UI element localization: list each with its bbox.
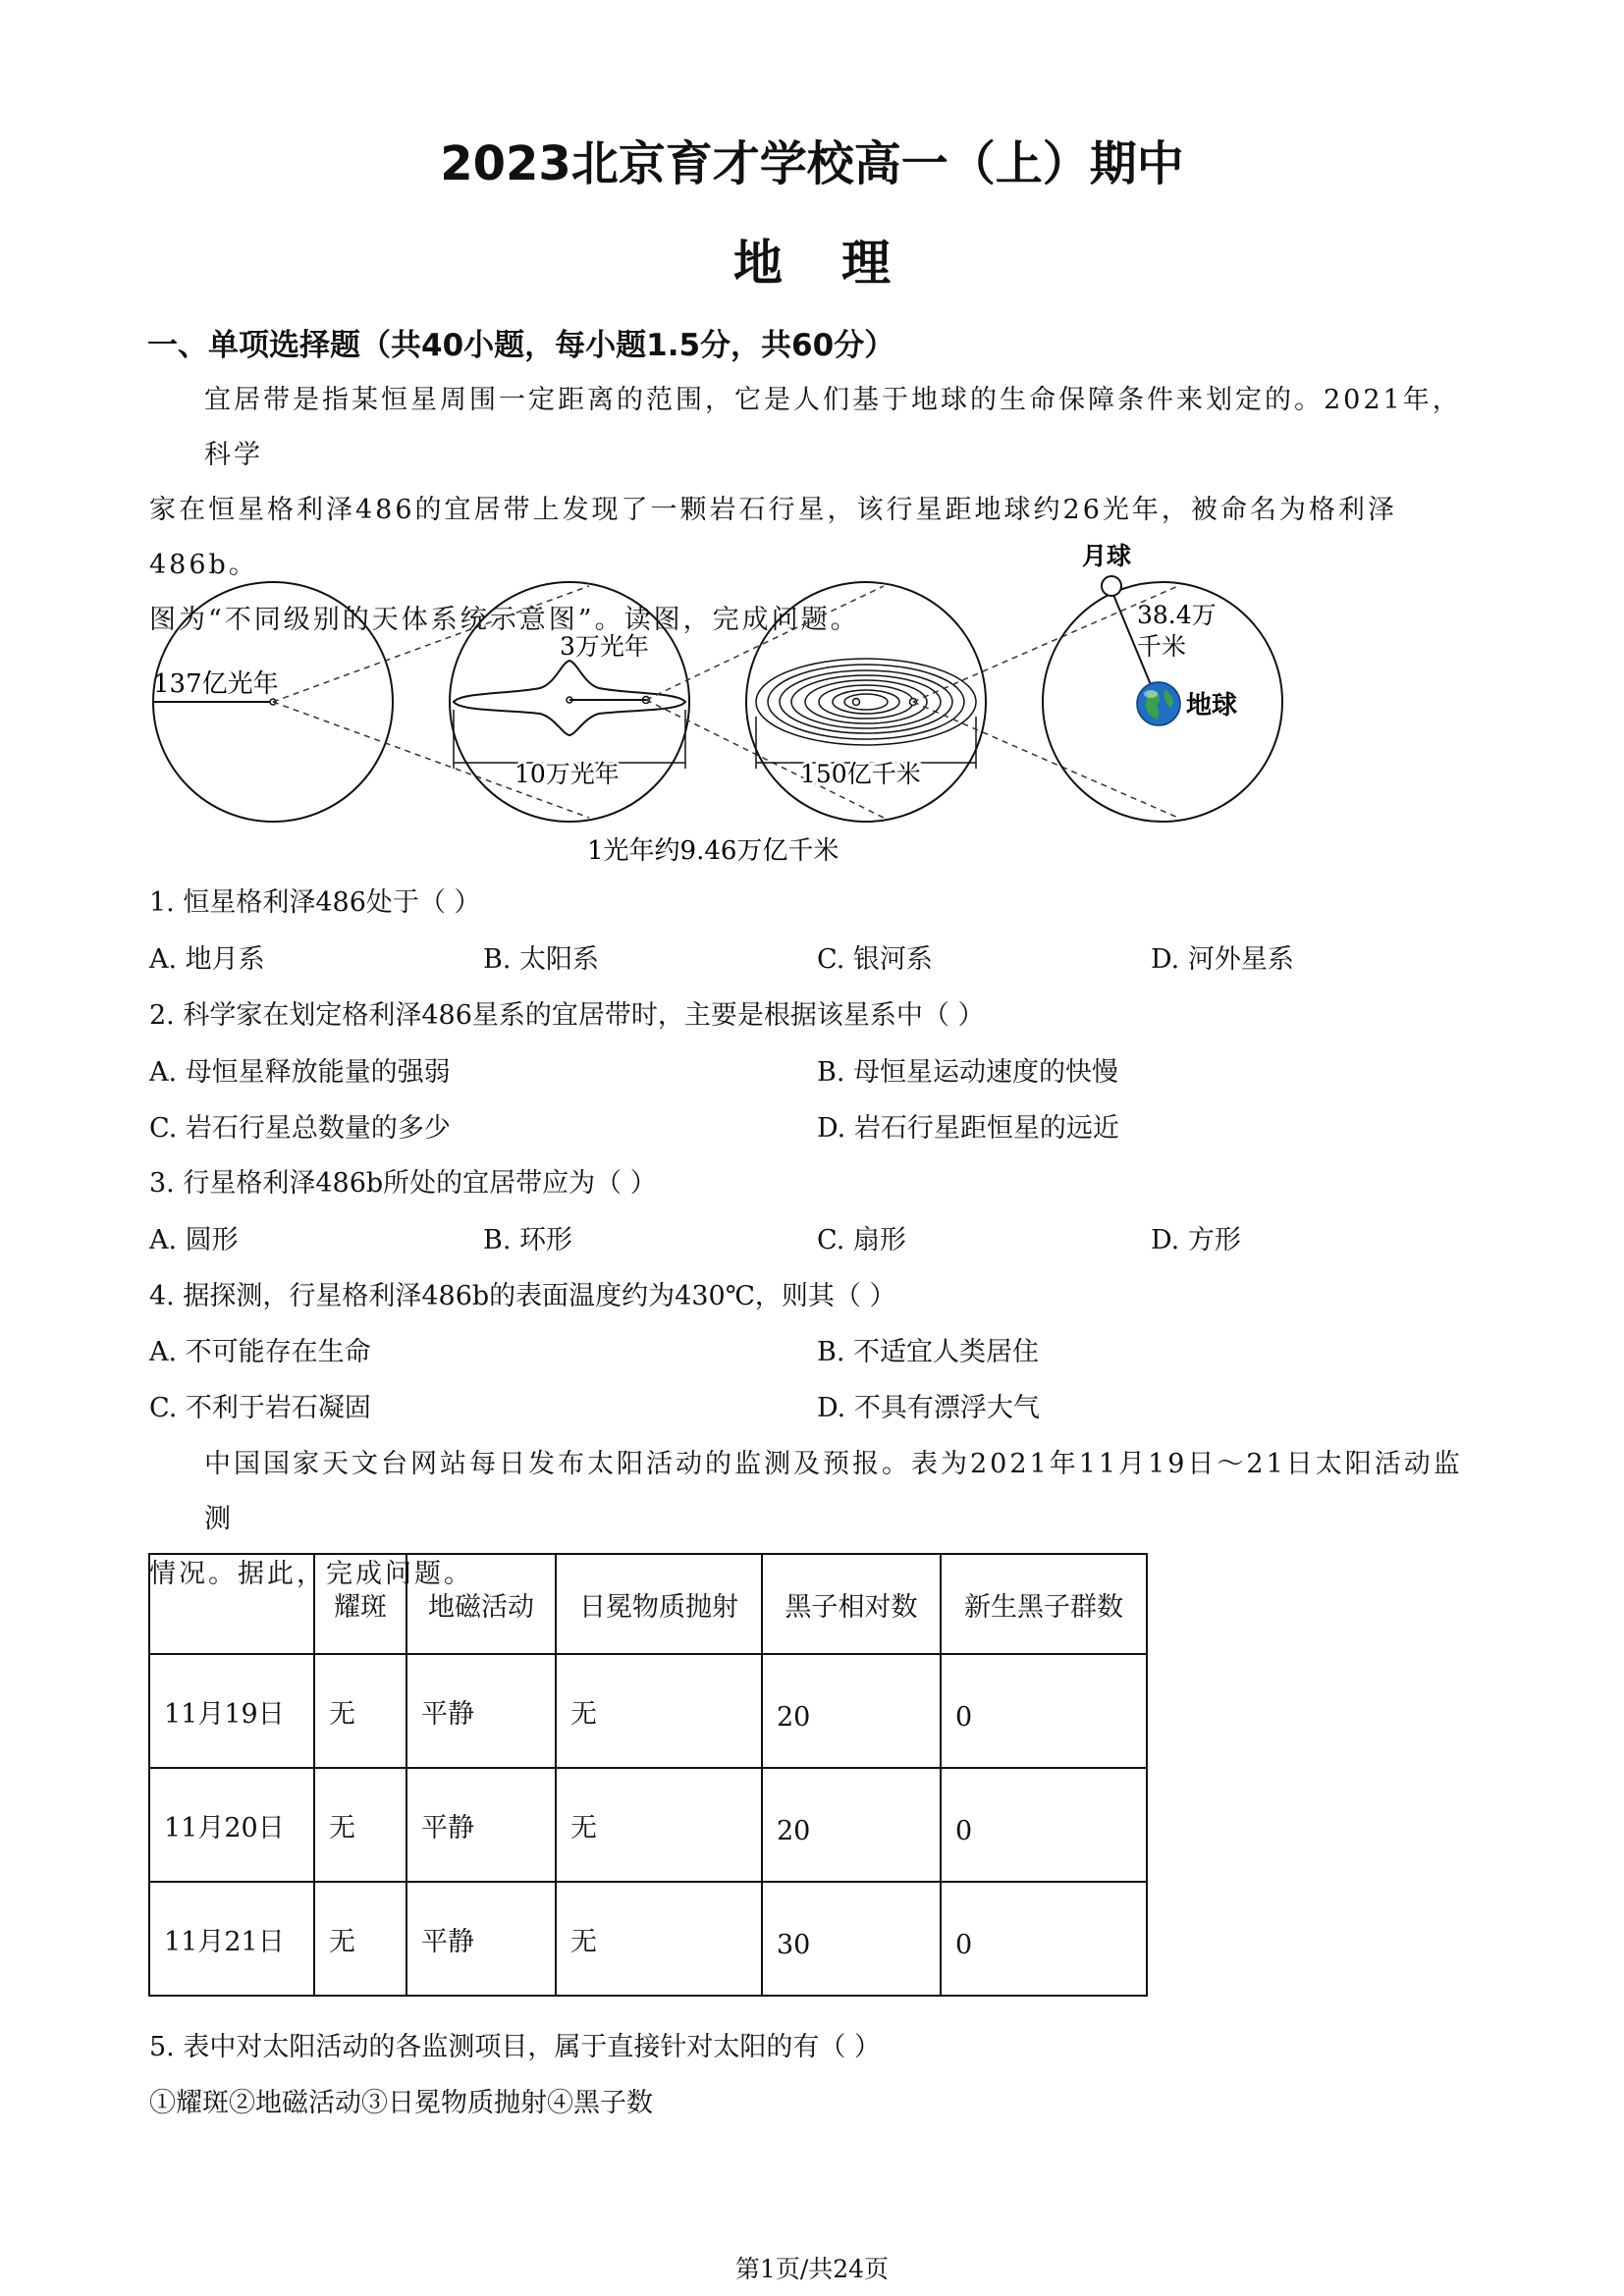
table-cell: 20	[762, 1768, 941, 1882]
orbit	[791, 675, 941, 728]
question-3-option-a[interactable]: A. 圆形	[149, 1225, 239, 1255]
question-2-option-d[interactable]: D. 岩石行星距恒星的远近	[817, 1113, 1119, 1144]
connector-line	[273, 586, 589, 702]
galaxy-width-label: 10万光年	[514, 760, 620, 788]
page-number: 第1页/共24页	[734, 2255, 890, 2283]
table-cell: 0	[941, 1768, 1147, 1882]
table-cell: 平静	[406, 1768, 556, 1882]
connector-line	[913, 702, 1178, 818]
table-header-cell: 地磁活动	[406, 1554, 556, 1654]
question-1-option-d[interactable]: D. 河外星系	[1151, 944, 1294, 975]
question-4-stem: 4. 据探测，行星格利泽486b的表面温度约为430℃，则其（ ）	[149, 1281, 896, 1311]
figure-caption: 1光年约9.46万亿千米	[587, 836, 839, 866]
table-header-row	[149, 1554, 1147, 1654]
universe-radius-label: 137亿光年	[153, 669, 279, 699]
question-4-option-d[interactable]: D. 不具有漂浮大气	[817, 1393, 1040, 1423]
question-5-items: ①耀斑②地磁活动③日冕物质抛射④黑子数	[149, 2088, 653, 2118]
earth-label: 地球	[1186, 691, 1238, 721]
table-cell: 0	[941, 1882, 1147, 1996]
question-4-option-c[interactable]: C. 不利于岩石凝固	[149, 1393, 371, 1423]
question-4-option-b[interactable]: B. 不适宜人类居住	[817, 1337, 1040, 1367]
table-cell: 无	[556, 1768, 762, 1882]
table-cell: 平静	[406, 1882, 556, 1996]
question-3-option-d[interactable]: D. 方形	[1151, 1225, 1241, 1255]
subject-title: 地理	[733, 235, 949, 292]
passage-1-line-3: 图为“不同级别的天体系统示意图”。读图，完成问题。	[149, 605, 860, 635]
solar-activity-table	[148, 1553, 1148, 1997]
question-3-stem: 3. 行星格利泽486b所处的宜居带应为（ ）	[149, 1168, 657, 1199]
table-row	[149, 1882, 1147, 1996]
passage-2-line-2: 情况。据此，完成问题。	[149, 1559, 473, 1589]
question-2-option-b[interactable]: B. 母恒星运动速度的快慢	[817, 1057, 1119, 1088]
table-row	[149, 1654, 1147, 1768]
table-cell: 无	[314, 1768, 406, 1882]
table-cell: 无	[314, 1882, 406, 1996]
table-row	[149, 1768, 1147, 1882]
distance-unit-label: 千米	[1137, 632, 1187, 661]
passage-1-line-2: 家在恒星格利泽486的宜居带上发现了一颗岩石行星，该行星距地球约26光年，被命名为格利泽486b。	[149, 495, 1397, 580]
table-header-cell: 黑子相对数	[762, 1554, 941, 1654]
section-heading: 一、单项选择题（共40小题，每小题1.5分，共60分）	[147, 328, 895, 363]
question-2-option-c[interactable]: C. 岩石行星总数量的多少	[149, 1113, 451, 1144]
table-cell: 平静	[406, 1654, 556, 1768]
table-header-cell: 耀斑	[314, 1554, 406, 1654]
moon-icon	[1102, 576, 1121, 596]
question-1-option-c[interactable]: C. 银河系	[817, 944, 933, 975]
celestial-systems-figure	[137, 535, 1296, 874]
orbit	[756, 659, 976, 745]
table-cell: 无	[556, 1882, 762, 1996]
table-cell-date: 11月19日	[149, 1654, 314, 1768]
sun-dot	[853, 699, 860, 706]
question-1-stem: 1. 恒星格利泽486处于（ ）	[149, 887, 481, 918]
passage-2-line-1: 中国国家天文台网站每日发布太阳活动的监测及预报。表为2021年11月19日～21日太阳活动监测	[204, 1449, 1463, 1534]
table-cell: 30	[762, 1882, 941, 1996]
question-2-option-a[interactable]: A. 母恒星释放能量的强弱	[149, 1057, 451, 1088]
exam-title: 2023北京育才学校高一（上）期中	[440, 136, 1184, 191]
table-header-cell: 新生黑子群数	[941, 1554, 1147, 1654]
table-cell-date: 11月20日	[149, 1768, 314, 1882]
table-header-cell: 日冕物质抛射	[556, 1554, 762, 1654]
question-4-option-a[interactable]: A. 不可能存在生命	[149, 1337, 371, 1367]
table-cell: 无	[556, 1654, 762, 1768]
table-cell: 无	[314, 1654, 406, 1768]
distance-value-label: 38.4万	[1137, 601, 1217, 629]
question-1-option-a[interactable]: A. 地月系	[149, 944, 265, 975]
galaxy-radius-label: 3万光年	[560, 632, 649, 661]
question-3-option-c[interactable]: C. 扇形	[817, 1225, 906, 1255]
table-cell: 0	[941, 1654, 1147, 1768]
table-cell-date: 11月21日	[149, 1882, 314, 1996]
moon-label: 月球	[1082, 542, 1132, 570]
table-cell: 20	[762, 1654, 941, 1768]
planet-orbits	[756, 659, 976, 745]
question-1-option-b[interactable]: B. 太阳系	[483, 944, 600, 975]
question-5-stem: 5. 表中对太阳活动的各监测项目，属于直接针对太阳的有（ ）	[149, 2032, 881, 2062]
orbit	[844, 694, 888, 710]
passage-1-line-1: 宜居带是指某恒星周围一定距离的范围，它是人们基于地球的生命保障条件来划定的。2021年，科学	[204, 385, 1462, 470]
table-header-cell	[149, 1554, 314, 1654]
question-3-option-b[interactable]: B. 环形	[483, 1225, 573, 1255]
solar-width-label: 150亿千米	[800, 760, 921, 788]
earth-icon	[1137, 682, 1180, 725]
question-2-stem: 2. 科学家在划定格利泽486星系的宜居带时，主要是根据该星系中（ ）	[149, 1000, 985, 1031]
orbit	[805, 680, 927, 723]
connector-line	[646, 586, 884, 700]
